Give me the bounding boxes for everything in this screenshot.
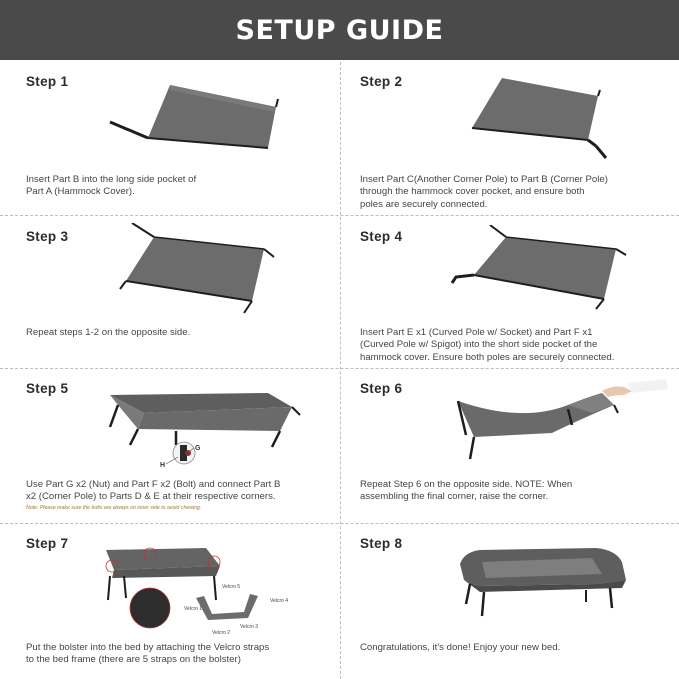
step-title: Step 8 (360, 536, 403, 551)
step-4-illustration (446, 225, 656, 317)
step-title: Step 6 (360, 381, 403, 396)
header-banner (0, 0, 679, 60)
row-divider (0, 523, 679, 524)
step-3-description: Repeat steps 1-2 on the opposite side. (26, 327, 191, 338)
label-velcro-2: Velcro 2 (212, 630, 231, 636)
step-title: Step 4 (360, 229, 403, 244)
page-title: SETUP GUIDE (235, 14, 444, 46)
step-1 (26, 74, 344, 214)
step-title: Step 2 (360, 74, 403, 89)
row-divider (0, 368, 679, 369)
step-2-description: Insert Part C(Another Corner Pole) to Part B (Corner Pole) through the hammock cover pocket, and ensure both poles are securely connected. (360, 174, 608, 210)
step-8-illustration (456, 544, 632, 624)
step-7-description: Put the bolster into the bed by attaching the Velcro straps to the bed frame (there are 5 straps on the bolster) (26, 642, 270, 666)
step-6-description: Repeat Step 6 on the opposite side. NOTE: When assembling the final corner, raise the corner. (360, 479, 573, 503)
row-divider (0, 215, 679, 216)
label-velcro-5: Velcro 5 (222, 584, 241, 590)
step-4 (360, 229, 678, 365)
step-title: Step 3 (26, 229, 69, 244)
step-3 (26, 229, 344, 365)
step-1-illustration (100, 82, 300, 152)
step-title: Step 5 (26, 381, 69, 396)
step-6 (360, 381, 678, 521)
label-velcro-1: Velcro 1 (184, 606, 203, 612)
step-5-description: Use Part G x2 (Nut) and Part F x2 (Bolt) and connect Part B x2 (Corner Pole) to Parts D & E at their respective corners. (26, 479, 281, 503)
step-title: Step 1 (26, 74, 69, 89)
step-2 (360, 74, 678, 214)
step-5 (26, 381, 344, 521)
step-1-description: Insert Part B into the long side pocket of Part A (Hammock Cover). (26, 174, 197, 198)
step-8-description: Congratulations, it's done! Enjoy your new bed. (360, 642, 561, 653)
step-7 (26, 536, 344, 678)
step-8 (360, 536, 678, 678)
step-2-illustration (460, 76, 630, 162)
step-5-illustration (104, 385, 304, 471)
step-4-description: Insert Part E x1 (Curved Pole w/ Socket) and Part F x1 (Curved Pole w/ Spigot) into the short side pocket of the hammock cover. Ensure both poles are securely connected. (360, 327, 615, 363)
step-title: Step 7 (26, 536, 69, 551)
label-h: H (160, 462, 166, 469)
step-5-note: Note: Please make sure the bolts are always on inner side to avoid chewing. (26, 505, 202, 511)
step-3-illustration (114, 223, 314, 317)
step-7-illustration (100, 542, 314, 638)
step-6-illustration (452, 377, 678, 469)
label-velcro-4: Velcro 4 (270, 598, 289, 604)
label-velcro-3: Velcro 3 (240, 624, 259, 630)
label-g: G (195, 445, 201, 452)
